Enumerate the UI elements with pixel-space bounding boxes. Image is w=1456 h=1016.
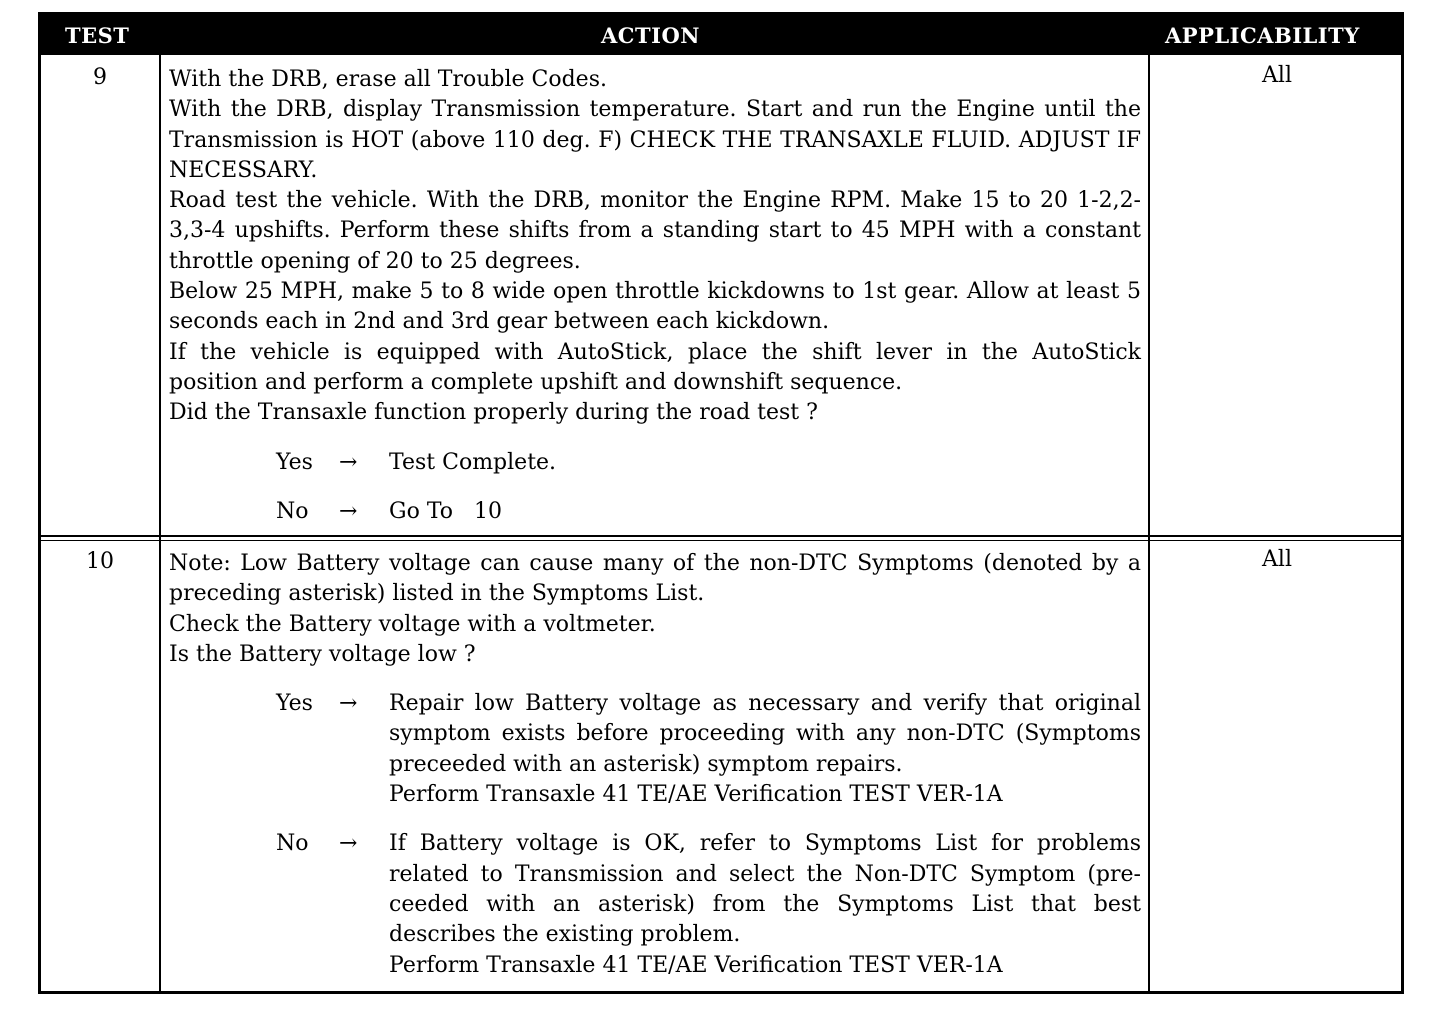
yes-label: Yes xyxy=(276,691,313,717)
test-number-9: 9 xyxy=(93,65,107,90)
no-outcome: Go To 10 xyxy=(389,498,502,524)
no-outcome-verification: Perform Transaxle 41 TE/AE Verification TEST VER-1A xyxy=(389,952,1003,978)
arrow-icon: → xyxy=(339,691,358,717)
no-branch xyxy=(169,497,1141,527)
header-test: TEST xyxy=(65,23,130,48)
action-paragraph: With the DRB, erase all Trouble Codes. xyxy=(169,67,607,92)
action-paragraph: Did the Transaxle function properly during the road test ? xyxy=(169,400,818,426)
no-outcome: If Battery voltage is OK, refer to Symptoms List for problems related to Transmission and select the Non-DTC Symptom (pre-ceeded with an asterisk) from the Symptoms List that best describes the existing problem. xyxy=(389,831,1141,948)
header-action: ACTION xyxy=(601,23,700,48)
no-label: No xyxy=(276,498,309,524)
test-number-10: 10 xyxy=(86,549,114,574)
action-paragraph: Road test the vehicle. With the DRB, monitor the Engine RPM. Make 15 to 20 1-2,2-3,3-4 upshifts. Perform these shifts from a standing start to 45 MPH with a constant throttle opening of 20 to 25 degrees. xyxy=(169,188,1141,274)
action-paragraph: Is the Battery voltage low ? xyxy=(169,641,476,667)
no-branch xyxy=(169,829,1141,980)
action-paragraph: Below 25 MPH, make 5 to 8 wide open throttle kickdowns to 1st gear. Allow at least 5 seconds each in 2nd and 3rd gear between each kickdown. xyxy=(169,279,1141,335)
arrow-icon: → xyxy=(339,831,358,857)
row-divider xyxy=(41,535,1401,537)
row-divider xyxy=(41,540,1401,541)
yes-outcome: Repair low Battery voltage as necessary and verify that original symptom exists before proceeding with any non-DTC (Symptoms preceeded with an asterisk) symptom repairs. xyxy=(389,691,1141,777)
action-cell-9 xyxy=(169,65,1141,527)
action-paragraph: With the DRB, display Transmission temperature. Start and run the Engine until the Transmission is HOT (above 110 deg. F) CHECK THE TRANSAXLE FLUID. ADJUST IF NECESSARY. xyxy=(169,97,1141,183)
arrow-icon: → xyxy=(339,498,358,524)
action-cell-10 xyxy=(169,549,1141,981)
test-table xyxy=(38,12,1404,994)
no-label: No xyxy=(276,831,309,857)
column-divider xyxy=(159,55,161,991)
header-applicability: APPLICABILITY xyxy=(1165,23,1360,48)
yes-outcome: Test Complete. xyxy=(389,449,557,475)
table-header xyxy=(41,15,1401,55)
action-paragraph: If the vehicle is equipped with AutoStick, place the shift lever in the AutoStick position and perform a complete upshift and downshift sequence. xyxy=(169,339,1141,395)
yes-label: Yes xyxy=(276,449,313,475)
yes-branch xyxy=(169,448,1141,478)
column-divider xyxy=(1148,55,1150,991)
action-paragraph: Check the Battery voltage with a voltmeter. xyxy=(169,611,656,637)
yes-branch xyxy=(169,689,1141,810)
action-paragraph: Note: Low Battery voltage can cause many of the non-DTC Symptoms (denoted by a preceding asterisk) listed in the Symptoms List. xyxy=(169,551,1141,607)
arrow-icon: → xyxy=(339,449,358,475)
applicability-9: All xyxy=(1262,63,1292,88)
applicability-10: All xyxy=(1262,547,1292,572)
yes-outcome-verification: Perform Transaxle 41 TE/AE Verification TEST VER-1A xyxy=(389,782,1003,808)
